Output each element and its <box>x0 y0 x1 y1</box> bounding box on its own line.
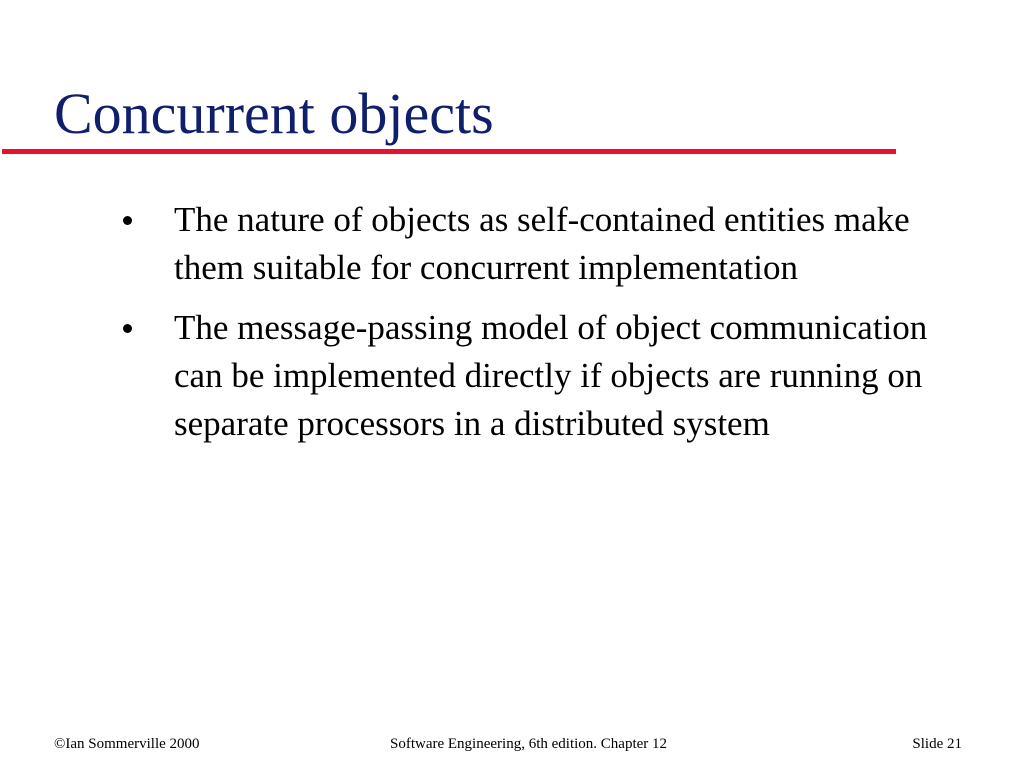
bullet-list <box>0 196 1024 460</box>
bullet-icon <box>123 216 132 225</box>
footer-book-title: Software Engineering, 6th edition. Chapter 12 <box>390 736 668 752</box>
slide-title: Concurrent objects <box>54 81 494 146</box>
footer-slide-number: Slide 21 <box>912 736 962 752</box>
bullet-icon <box>123 324 132 333</box>
bullet-text: The message-passing model of object communication can be implemented directly if objects are running on separate processors in a distributed system <box>174 308 928 443</box>
title-underline-rule <box>2 149 896 154</box>
bullet-item <box>0 196 1024 292</box>
bullet-text: The nature of objects as self-contained entities make them suitable for concurrent implementation <box>174 200 910 287</box>
bullet-item <box>0 304 1024 448</box>
footer-copyright: ©Ian Sommerville 2000 <box>54 736 200 752</box>
